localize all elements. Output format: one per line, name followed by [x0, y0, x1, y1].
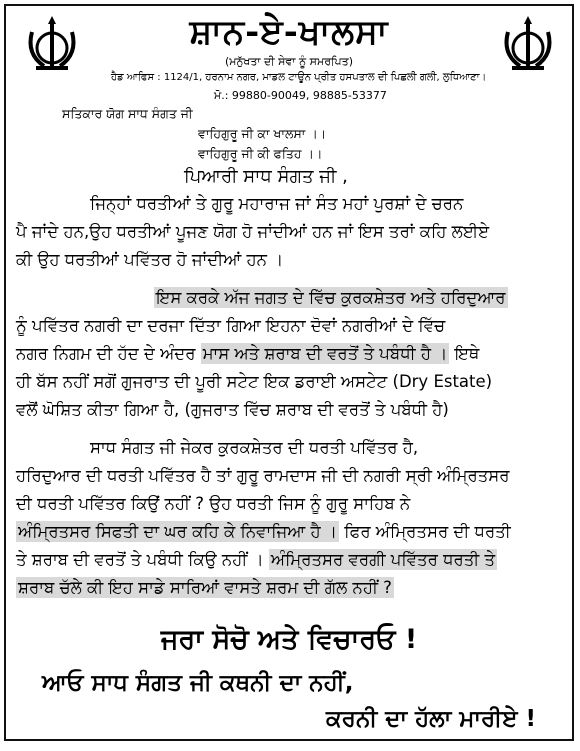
text-segment: ਇਥੇ [454, 344, 480, 363]
salutation-line: ਸਤਿਕਾਰ ਯੋਗ ਸਾਧ ਸੰਗਤ ਜੀ [62, 106, 193, 121]
highlighted-text: ਅੰਮ੍ਰਿਤਸਰ ਸਿਫਤੀ ਦਾ ਘਰ ਕਹਿ ਕੇ ਨਿਵਾਜਿਆ ਹੈ । [18, 522, 337, 541]
paragraph-line: ਸਾਧ ਸੰਗਤ ਜੀ ਜੇਕਰ ਕੁਰਕਸ਼ੇਤਰ ਦੀ ਧਰਤੀ ਪਵਿੱਤਰ ਹੈ, [90, 438, 419, 457]
text-segment: ਨਗਰ ਨਿਗਮ ਦੀ ਹੱਦ ਦੇ ਅੰਦਰ [16, 344, 196, 363]
organization-tagline: (ਮਨੁੱਖਤਾ ਦੀ ਸੇਵਾ ਨੂੰ ਸਮਰਪਿਤ) [224, 55, 353, 68]
paragraph-line: ਨੂੰ ਪਵਿੱਤਰ ਨਗਰੀ ਦਾ ਦਰਜਾ ਦਿੱਤਾ ਗਿਆ ਇਹਨਾ ਦੋਵਾਂ ਨਗਰੀਆਂ ਦੇ ਵਿੱਚ [16, 316, 446, 335]
text-segment: ਫਿਰ ਅੰਮ੍ਰਿਤਸਰ ਦੀ ਧਰਤੀ [344, 522, 511, 541]
paragraph-line: ਜਿਨ੍ਹਾਂ ਧਰਤੀਆਂ ਤੇ ਗੁਰੂ ਮਹਾਰਾਜ ਜਾਂ ਸੰਤ ਮਹਾਂ ਪੁਰਸ਼ਾਂ ਦੇ ਚਰਨ [90, 194, 464, 213]
closing-line: ਕਰਨੀ ਦਾ ਹੱਲਾ ਮਾਰੀਏ ! [326, 706, 537, 732]
letter-page [4, 4, 574, 741]
text-segment: ਤੇ ਸ਼ਰਾਬ ਦੀ ਵਰਤੋਂ ਤੇ ਪਬੰਧੀ ਕਿਉ ਨਹੀਂ । [16, 550, 264, 569]
office-address: ਹੈਡ ਆਫਿਸ : 1124/1, ਹਰਨਾਮ ਨਗਰ, ਮਾਡਲ ਟਾਊਨ ਪ੍ਰੀਤ ਹਸਪਤਾਲ ਦੀ ਪਿਛਲੀ ਗਲੀ, ਲੁਧਿਆਣਾ। [111, 72, 487, 83]
paragraph-line [16, 578, 394, 598]
paragraph-line: ਹਰਿਦੁਆਰ ਦੀ ਧਰਤੀ ਪਵਿੱਤਰ ਹੈ ਤਾਂ ਗੁਰੂ ਰਾਮਦਾਸ ਜੀ ਦੀ ਨਗਰੀ ਸ੍ਰੀ ਅੰਮ੍ਰਿਤਸਰ [16, 466, 510, 485]
greeting: ਪਿਆਰੀ ਸਾਧ ਸੰਗਤ ਜੀ , [184, 166, 348, 187]
salutation-line: ਵਾਹਿਗੁਰੂ ਜੀ ਕਾ ਖਾਲਸਾ ।। [198, 126, 327, 141]
paragraph-line [16, 550, 497, 570]
paragraph-line [16, 344, 479, 364]
phone-numbers: ਮੋ.: 99880-90049, 98885-53377 [214, 89, 387, 102]
paragraph-line: ਦੀ ਧਰਤੀ ਪਵਿੱਤਰ ਕਿਉਂ ਨਹੀਂ ? ਉਹ ਧਰਤੀ ਜਿਸ ਨੂੰ ਗੁਰੂ ਸਾਹਿਬ ਨੇ [16, 494, 411, 513]
paragraph-line: ਕੀ ਉਹ ਧਰਤੀਆਂ ਪਵਿੱਤਰ ਹੋ ਜਾਂਦੀਆਂ ਹਨ । [16, 250, 284, 269]
paragraph-line: ਪੈ ਜਾਂਦੇ ਹਨ,ਉਹ ਧਰਤੀਆਂ ਪੂਜਣ ਯੋਗ ਹੋ ਜਾਂਦੀਆਂ ਹਨ ਜਾਂ ਇਸ ਤਰਾਂ ਕਹਿ ਲਈਏ [16, 222, 490, 241]
highlighted-text: ਇਸ ਕਰਕੇ ਅੱਜ ਜਗਤ ਦੇ ਵਿੱਚ ਕੁਰਕਸ਼ੇਤਰ ਅਤੇ ਹਰਿਦੁਆਰ [156, 288, 506, 307]
highlighted-text: ਮਾਸ ਅਤੇ ਸ਼ਰਾਬ ਦੀ ਵਰਤੋਂ ਤੇ ਪਬੰਧੀ ਹੈ । [202, 344, 448, 363]
highlighted-text: ਸ਼ਰਾਬ ਚੱਲੇ ਕੀ ਇਹ ਸਾਡੇ ਸਾਰਿਆਂ ਵਾਸਤੇ ਸ਼ਰਮ ਦੀ ਗੱਲ ਨਹੀਂ ? [18, 578, 392, 597]
closing-line: ਆਓ ਸਾਧ ਸੰਗਤ ਜੀ ਕਥਨੀ ਦਾ ਨਹੀਂ, [42, 670, 354, 696]
organization-title: ਸ਼ਾਨ-ਏ-ਖਾਲਸਾ [189, 12, 389, 52]
paragraph-line: ਵਲੋਂ ਘੋਸ਼ਿਤ ਕੀਤਾ ਗਿਆ ਹੈ, (ਗੁਜਰਾਤ ਵਿੱਚ ਸ਼ਰਾਬ ਦੀ ਵਰਤੋਂ ਤੇ ਪਬੰਧੀ ਹੈ) [16, 400, 449, 419]
paragraph-line: ਹੀ ਬੱਸ ਨਹੀਂ ਸਗੋਂ ਗੁਜਰਾਤ ਦੀ ਪੂਰੀ ਸਟੇਟ ਇਕ ਡਰਾਈ ਅਸਟੇਟ (Dry Estate) [16, 372, 493, 391]
paragraph-line [154, 288, 508, 308]
highlighted-text: ਅੰਮ੍ਰਿਤਸਰ ਵਰਗੀ ਪਵਿੱਤਰ ਧਰਤੀ ਤੇ [270, 550, 496, 569]
closing-headline: ਜਰਾ ਸੋਚੋ ਅਤੇ ਵਿਚਾਰਓ ! [160, 624, 418, 655]
salutation-line: ਵਾਹਿਗੁਰੂ ਜੀ ਕੀ ਫਤਿਹ ।। [198, 146, 323, 161]
paragraph-line [16, 522, 511, 542]
